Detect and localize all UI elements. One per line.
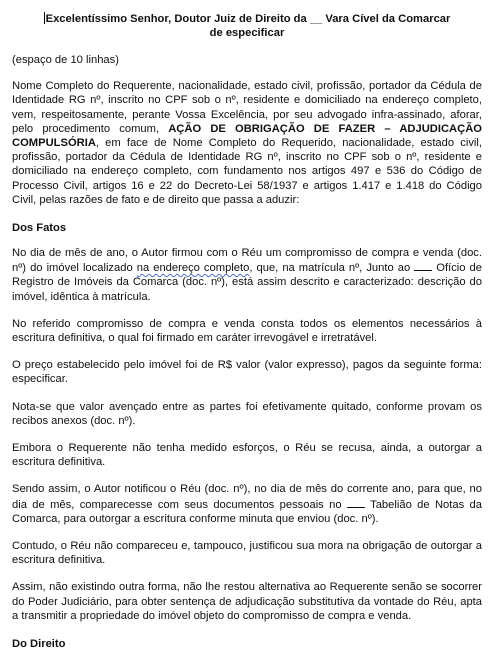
facts-paragraph-1-after: Ofício de Registro de Imóveis da Comarca (doc. nº), está assim descrito e caracterizado: descrição do imóvel, idêntica à matrícula. [12, 262, 482, 303]
facts-paragraph-1 [12, 246, 482, 304]
qualification-text-before: Nome Completo do Requerente, nacionalidade, estado civil, profissão, portador da Cédula de Identidade RG nº, inscrito no CPF sob o nº, residente e domiciliado na endereço completo, vem, respeitosamente, perante Vossa Excelência, por seu advogado infra-assinado, aforar, pelo procedimento comum, [12, 80, 482, 135]
qualification-paragraph [12, 79, 482, 207]
spacing-placeholder-note: (espaço de 10 linhas) [12, 54, 119, 66]
facts-paragraph-6-after: Tabelião de Notas da Comarca, para outorgar a escritura conforme minuta que enviou (doc. nº). [12, 498, 482, 525]
action-name: AÇÃO DE OBRIGAÇÃO DE FAZER – ADJUDICAÇÃO COMPULSÓRIA [12, 122, 482, 150]
document-title-line-1: Excelentíssimo Senhor, Doutor Juiz de Direito da __ Vara Cível da Comarcar [45, 13, 451, 25]
text-cursor [44, 12, 45, 24]
document-title-line-2: de especificar [209, 27, 285, 39]
qualification-text-after: , em face de Nome Completo do Requerido, nacionalidade, estado civil, profissão, portador da Cédula de Identidade RG nº, inscrito no CPF sob o nº, residente e domiciliado na endereço completo, com fundamento nos artigos 497 e 536 do Código de Processo Civil, artigos 16 e 22 do Decreto-Lei 58/1937 e artigos 1.417 e 1.418 do Código Civil, pelas razões de fato e de direito que passa a aduzir: [12, 137, 482, 206]
facts-paragraph-2: No referido compromisso de compra e venda consta todos os elementos necessários à escritura definitiva, o qual foi firmado em caráter irrevogável e irretratável. [12, 317, 482, 345]
section-heading-facts: Dos Fatos [12, 222, 67, 235]
facts-paragraph-3: O preço estabelecido pelo imóvel foi de R$ valor (valor expresso), pagos da seguinte forma: especificar. [12, 359, 482, 386]
facts-paragraph-7: Contudo, o Réu não compareceu e, tampouco, justificou sua mora na obrigação de outorgar a escritura definitiva. [12, 540, 482, 567]
facts-paragraph-4: Nota-se que valor avençado entre as partes foi efetivamente quitado, conforme provam os recibos anexos (doc. nº). [12, 400, 482, 427]
facts-paragraph-1-middle: , que, na matrícula nº, Junto ao [249, 262, 415, 275]
fill-in-blank [347, 497, 365, 508]
document-title [12, 12, 482, 40]
facts-paragraph-8: Assim, não existindo outra forma, não lhe restou alternativa ao Requerente senão se socorrer do Poder Judiciário, para obter sentença de adjudicação substitutiva da vontade do Réu, apta a transmitir a propriedade do imóvel objeto do compromisso de compra e venda. [12, 581, 482, 622]
facts-paragraph-6 [12, 482, 482, 526]
fill-in-blank [414, 260, 432, 271]
facts-paragraph-5: Embora o Requerente não tenha medido esforços, o Réu se recusa, ainda, a outorgar a escritura definitiva. [12, 442, 482, 469]
facts-paragraph-1-before: No dia de mês de ano, o Autor firmou com o Réu um compromisso de compra e venda (doc. nº) do imóvel localizado [12, 247, 482, 275]
facts-paragraph-6-before: Sendo assim, o Autor notificou o Réu (doc. nº), no dia de mês do corrente ano, para que, no dia de mês, comparecesse com seus documentos pessoais no [12, 483, 482, 511]
section-heading-law: Do Direito [12, 638, 66, 651]
spellcheck-flagged-text[interactable]: na endereço completo [136, 262, 250, 275]
